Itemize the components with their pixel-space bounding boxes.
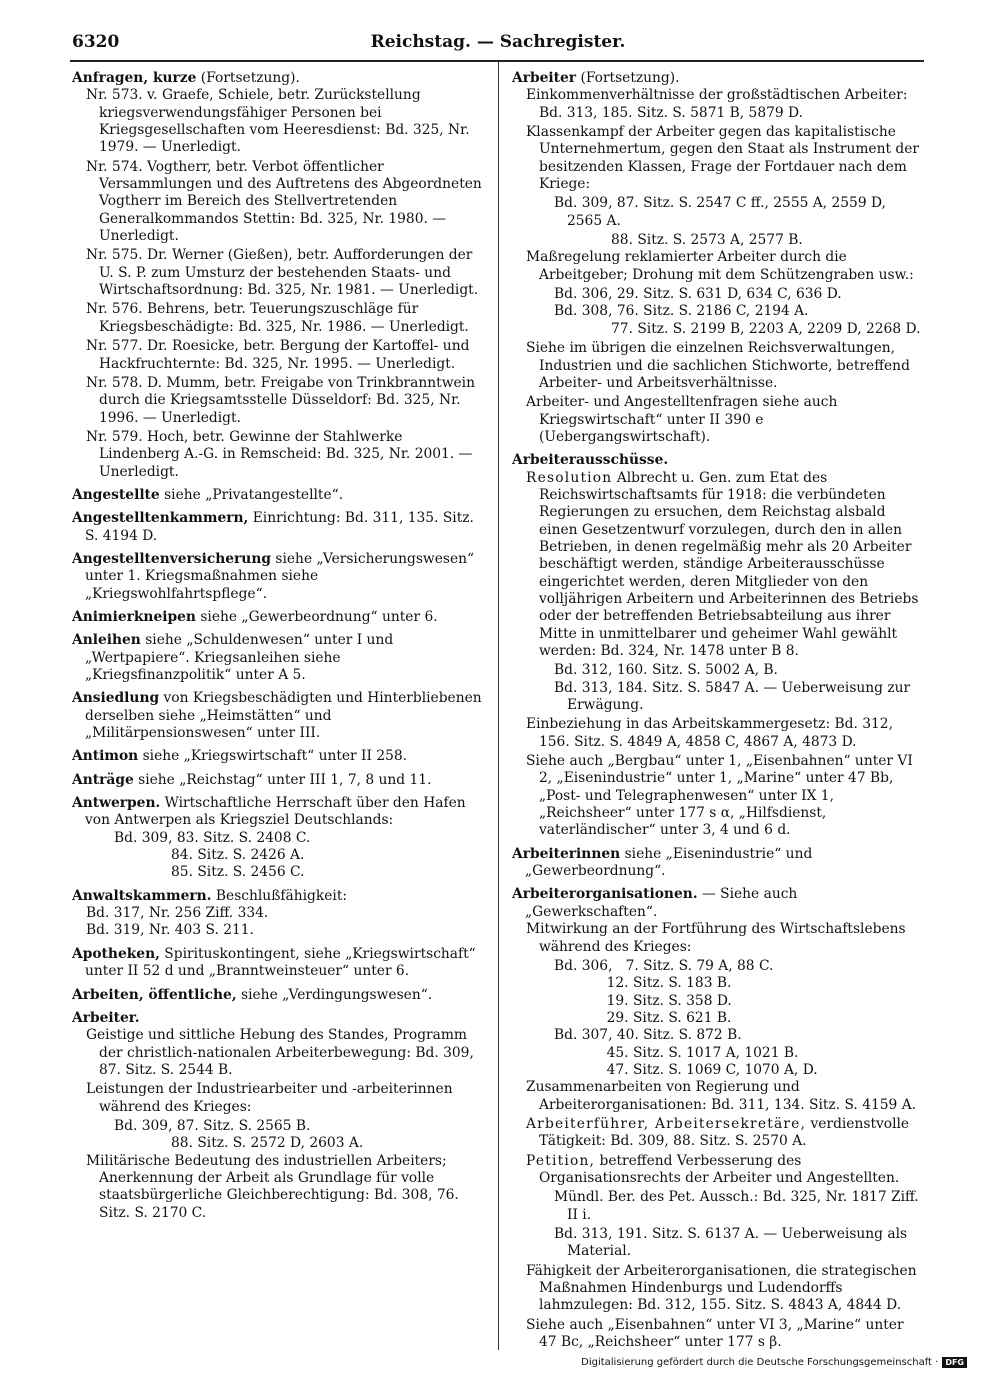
- headword: Ansiedlung: [72, 690, 160, 707]
- reference-line: 85. Sitz. S. 2456 C.: [114, 864, 305, 881]
- headword: Arbeiterinnen: [512, 845, 621, 862]
- headword: Angestellte: [72, 486, 160, 503]
- reference-line: Bd. 319, Nr. 403 S. 211.: [86, 922, 254, 939]
- entry-text: von Kriegsbeschädigten und Hinterbliebenen derselben siehe „Heimstätten“ und „Militärpensionswesen“ unter III.: [85, 690, 482, 742]
- entry-arbeiterorganisationen: [512, 886, 922, 1351]
- headword: Arbeiter: [512, 70, 577, 86]
- entry-text: siehe „Privatangestellte“.: [159, 486, 344, 503]
- subentry: Nr. 578. D. Mumm, betr. Freigabe von Trinkbranntwein durch die Kriegsamtsstelle Düsseldorf: Bd. 325, Nr. 1996. — Unerledigt.: [86, 374, 475, 426]
- subentry: Nr. 573. v. Graefe, Schiele, betr. Zurückstellung kriegsverwendungsfähiger Personen bei Kriegsgesellschaften vom Heeresdienst: Bd. 325, Nr. 1979. — Unerledigt.: [86, 87, 470, 156]
- entry-anfragen: [72, 70, 482, 481]
- running-title: Reichstag. — Sachregister.: [370, 32, 626, 52]
- right-column: [512, 70, 922, 1357]
- spaced-term: Petition,: [526, 1152, 596, 1169]
- page-header: [72, 32, 924, 62]
- subentry: Zusammenarbeiten von Regierung und Arbeiterorganisationen: Bd. 311, 134. Sitz. S. 4159 A.: [526, 1079, 917, 1113]
- headword: Arbeiten, öffentliche,: [72, 986, 237, 1003]
- reference-line: 88. Sitz. S. 2572 D, 2603 A.: [114, 1135, 364, 1152]
- entry-arbeiter-continued: [512, 70, 922, 446]
- entry-text: Beschlußfähigkeit:: [211, 887, 348, 904]
- entry-arbeiten: [72, 987, 482, 1004]
- headword: Animierkneipen: [72, 608, 196, 625]
- headword: Antwerpen.: [72, 795, 161, 812]
- reference-line: Bd. 313, 191. Sitz. S. 6137 A. — Ueberweisung als Material.: [554, 1226, 908, 1260]
- column-divider: [498, 62, 499, 1350]
- headword: Antimon: [72, 748, 139, 765]
- reference-line: 88. Sitz. S. 2573 A, 2577 B.: [554, 232, 803, 249]
- subentry-text: verdienstvolle Tätigkeit: Bd. 309, 88. Sitz. S. 2570 A.: [539, 1115, 910, 1150]
- entry-angestelltenkammern: [72, 510, 482, 545]
- reference-line: Mündl. Ber. des Pet. Aussch.: Bd. 325, Nr. 1817 Ziff. II i.: [554, 1189, 919, 1223]
- entry-text: siehe „Reichstag“ unter III 1, 7, 8 und 11.: [133, 771, 432, 788]
- subentry-text: Albrecht u. Gen. zum Etat des Reichswirtschaftsamts für 1918: die verbündeten Regierungen zu ersuchen, dem Reichstag alsbald einen Gesetzentwurf vorzulegen, durch den in allen Betrieben, in denen regelmäßig mehr als 20 Arbeiter beschäftigt werden, ständige Arbeiterausschüsse eingerichtet werden, deren Mitglieder von den volljährigen Arbeitern und Arbeiterinnen des Betriebs oder der betreffenden Betriebsabteilung aus ihrer Mitte in unmittelbarer und geheimer Wahl gewählt werden: Bd. 324, Nr. 1478 unter B 8.: [539, 469, 919, 659]
- entry-text: — Siehe auch „Gewerkschaften“.: [525, 886, 798, 920]
- reference-line: Bd. 309, 87. Sitz. S. 2565 B.: [114, 1117, 311, 1134]
- entry-arbeiterinnen: [512, 846, 922, 881]
- reference-line: Bd. 309, 83. Sitz. S. 2408 C.: [114, 829, 311, 846]
- subentry: [526, 1153, 922, 1188]
- reference-line: 19. Sitz. S. 358 D.: [554, 992, 732, 1009]
- entry-text: siehe „Schuldenwesen“ unter I und „Wertpapiere“. Kriegsanleihen siehe „Kriegsfinanzpolitik“ unter A 5.: [85, 632, 394, 683]
- entry-text: (Fortsetzung).: [196, 70, 300, 86]
- reference-line: Bd. 306, 29. Sitz. S. 631 D, 634 C, 636 D.: [554, 286, 842, 303]
- page-number: 6320: [72, 32, 120, 52]
- entry-ansiedlung: [72, 690, 482, 742]
- subentry: Militärische Bedeutung des industriellen Arbeiters; Anerkennung der Arbeit als Grundlage für volle staatsbürgerliche Gleichberechtigung: Bd. 308, 76. Sitz. S. 2170 C.: [86, 1152, 459, 1221]
- headword: Angestelltenkammern,: [72, 510, 249, 527]
- left-column: [72, 70, 482, 1228]
- entry-angestelltenversicherung: [72, 551, 482, 603]
- dfg-logo: DFG: [942, 1357, 967, 1368]
- headword: Arbeiterorganisationen.: [512, 886, 698, 903]
- spaced-term: Arbeiterführer, Arbeitersekretäre,: [526, 1115, 807, 1132]
- subentry: [526, 1116, 922, 1151]
- subentry: Nr. 574. Vogtherr, betr. Verbot öffentlicher Versammlungen und des Auftretens des Abgeordneten Vogtherr im Bereich des Stellvertretenden Generalkommandos Stettin: Bd. 325, Nr. 1980. — Unerledigt.: [86, 158, 482, 245]
- headword: Anträge: [72, 771, 134, 788]
- headword: Arbeiterausschüsse.: [512, 452, 669, 469]
- subentry: Einbeziehung in das Arbeitskammergesetz: Bd. 312, 156. Sitz. S. 4849 A, 4858 C, 4867 A, 4873 D.: [526, 716, 893, 750]
- subentry: Nr. 579. Hoch, betr. Gewinne der Stahlwerke Lindenberg A.-G. in Remscheid: Bd. 325, Nr. 2001. — Unerledigt.: [86, 428, 473, 480]
- subentry: Mitwirkung an der Fortführung des Wirtschaftslebens während des Krieges:: [526, 921, 906, 955]
- spaced-term: Resolution: [526, 469, 613, 486]
- entry-text: siehe „Gewerbeordnung“ unter 6.: [195, 608, 438, 625]
- reference-line: 47. Sitz. S. 1069 C, 1070 A, D.: [554, 1061, 818, 1078]
- entry-text: Wirtschaftliche Herrschaft über den Hafen von Antwerpen als Kriegsziel Deutschlands:: [85, 795, 466, 829]
- subentry: Einkommenverhältnisse der großstädtischen Arbeiter: Bd. 313, 185. Sitz. S. 5871 B, 5879 D.: [526, 87, 908, 121]
- entry-text: siehe „Kriegswirtschaft“ unter II 258.: [138, 748, 408, 765]
- header-rule: [70, 60, 924, 62]
- subentry: Nr. 575. Dr. Werner (Gießen), betr. Aufforderungen der U. S. P. zum Umsturz der bestehenden Staats- und Wirtschaftsordnung: Bd. 325, Nr. 1981. — Unerledigt.: [86, 247, 479, 299]
- entry-apotheken: [72, 946, 482, 981]
- reference-line: 12. Sitz. S. 183 B.: [554, 975, 732, 992]
- entry-text: siehe „Versicherungswesen“ unter 1. Kriegsmaßnahmen siehe „Kriegswohlfahrtspflege“.: [85, 550, 475, 602]
- footer-text: Digitalisierung gefördert durch die Deutsche Forschungsgemeinschaft ·: [581, 1357, 939, 1368]
- headword: Anfragen, kurze: [72, 70, 197, 86]
- headword: Anleihen: [72, 632, 141, 649]
- subentry: Nr. 577. Dr. Roesicke, betr. Bergung der Kartoffel- und Hackfruchternte: Bd. 325, Nr. 1995. — Unerledigt.: [86, 338, 470, 372]
- entry-anwaltskammern: [72, 888, 482, 940]
- reference-line: Bd. 309, 87. Sitz. S. 2547 C ff., 2555 A, 2559 D, 2565 A.: [554, 195, 886, 229]
- entry-text: Spirituskontingent, siehe „Kriegswirtschaft“ unter II 52 d und „Branntweinsteuer“ unter 6.: [85, 945, 476, 980]
- reference-line: Bd. 317, Nr. 256 Ziff. 334.: [86, 905, 269, 922]
- subentry: Siehe auch „Bergbau“ unter 1, „Eisenbahnen“ unter VI 2, „Eisenindustrie“ unter 1, „Marine“ unter 47 Bb, „Post- und Telegraphenwesen“ unter IX 1, „Reichsheer“ unter 177 s α, „Hilfsdienst, vaterländischer“ unter 3, 4 und 6 d.: [526, 753, 913, 839]
- subentry: Maßregelung reklamierter Arbeiter durch die Arbeitgeber; Drohung mit dem Schützengraben usw.:: [526, 249, 914, 283]
- headword: Anwaltskammern.: [72, 887, 212, 904]
- headword: Apotheken,: [72, 945, 160, 962]
- entry-text: (Fortsetzung).: [576, 70, 680, 86]
- subentry: Geistige und sittliche Hebung des Standes, Programm der christlich-nationalen Arbeiterbewegung: Bd. 309, 87. Sitz. S. 2544 B.: [86, 1027, 474, 1078]
- entry-antraege: [72, 772, 482, 789]
- entry-angestellte: [72, 487, 482, 504]
- subentry: Arbeiter- und Angestelltenfragen siehe auch Kriegswirtschaft“ unter II 390 e (Uebergangswirtschaft).: [526, 394, 838, 445]
- subentry: [526, 470, 922, 661]
- subentry: Klassenkampf der Arbeiter gegen das kapitalistische Unternehmertum, gegen den Staat als Instrument der besitzenden Klassen, Frage der Fortdauer nach dem Kriege:: [526, 124, 919, 193]
- reference-line: Bd. 306, 7. Sitz. S. 79 A, 88 C.: [554, 957, 774, 974]
- entry-antwerpen: [72, 795, 482, 882]
- entry-text: siehe „Verdingungswesen“.: [236, 986, 433, 1003]
- headword: Arbeiter.: [72, 1009, 140, 1026]
- reference-line: Bd. 312, 160. Sitz. S. 5002 A, B.: [554, 662, 778, 679]
- entry-text: siehe „Eisenindustrie“ und „Gewerbeordnung“.: [525, 845, 813, 880]
- reference-line: Bd. 313, 184. Sitz. S. 5847 A. — Ueberweisung zur Erwägung.: [554, 679, 911, 714]
- subentry: Siehe im übrigen die einzelnen Reichsverwaltungen, Industrien und die sachlichen Stichworte, betreffend Arbeiter- und Arbeitsverhältnisse.: [526, 340, 910, 391]
- reference-line: Bd. 308, 76. Sitz. S. 2186 C, 2194 A.: [554, 303, 809, 320]
- entry-arbeiter: [72, 1010, 482, 1222]
- headword: Angestelltenversicherung: [72, 550, 272, 567]
- subentry: Nr. 576. Behrens, betr. Teuerungszuschläge für Kriegsbeschädigte: Bd. 325, Nr. 1986. — Unerledigt.: [86, 301, 469, 335]
- reference-line: Bd. 307, 40. Sitz. S. 872 B.: [554, 1027, 742, 1044]
- entry-text: Einrichtung: Bd. 311, 135. Sitz. S. 4194 D.: [85, 510, 474, 544]
- reference-line: 29. Sitz. S. 621 B.: [554, 1009, 732, 1026]
- subentry: Siehe auch „Eisenbahnen“ unter VI 3, „Marine“ unter 47 Bc, „Reichsheer“ unter 177 s β.: [526, 1316, 904, 1351]
- subentry: Leistungen der Industriearbeiter und -arbeiterinnen während des Krieges:: [86, 1081, 453, 1115]
- reference-line: 45. Sitz. S. 1017 A, 1021 B.: [554, 1044, 799, 1061]
- subentry-text: betreffend Verbesserung des Organisationsrechts der Arbeiter und Angestellten.: [539, 1152, 900, 1186]
- entry-anleihen: [72, 632, 482, 684]
- reference-line: 84. Sitz. S. 2426 A.: [114, 847, 305, 864]
- entry-arbeiterausschuesse: [512, 452, 922, 840]
- entry-antimon: [72, 748, 482, 765]
- entry-animierkneipen: [72, 609, 482, 626]
- reference-line: 77. Sitz. S. 2199 B, 2203 A, 2209 D, 2268 D.: [554, 320, 921, 337]
- subentry: Fähigkeit der Arbeiterorganisationen, die strategischen Maßnahmen Hindenburgs und Ludendorffs lahmzulegen: Bd. 312, 155. Sitz. S. 4843 A, 4844 D.: [526, 1262, 917, 1314]
- digitization-footer: [581, 1357, 967, 1368]
